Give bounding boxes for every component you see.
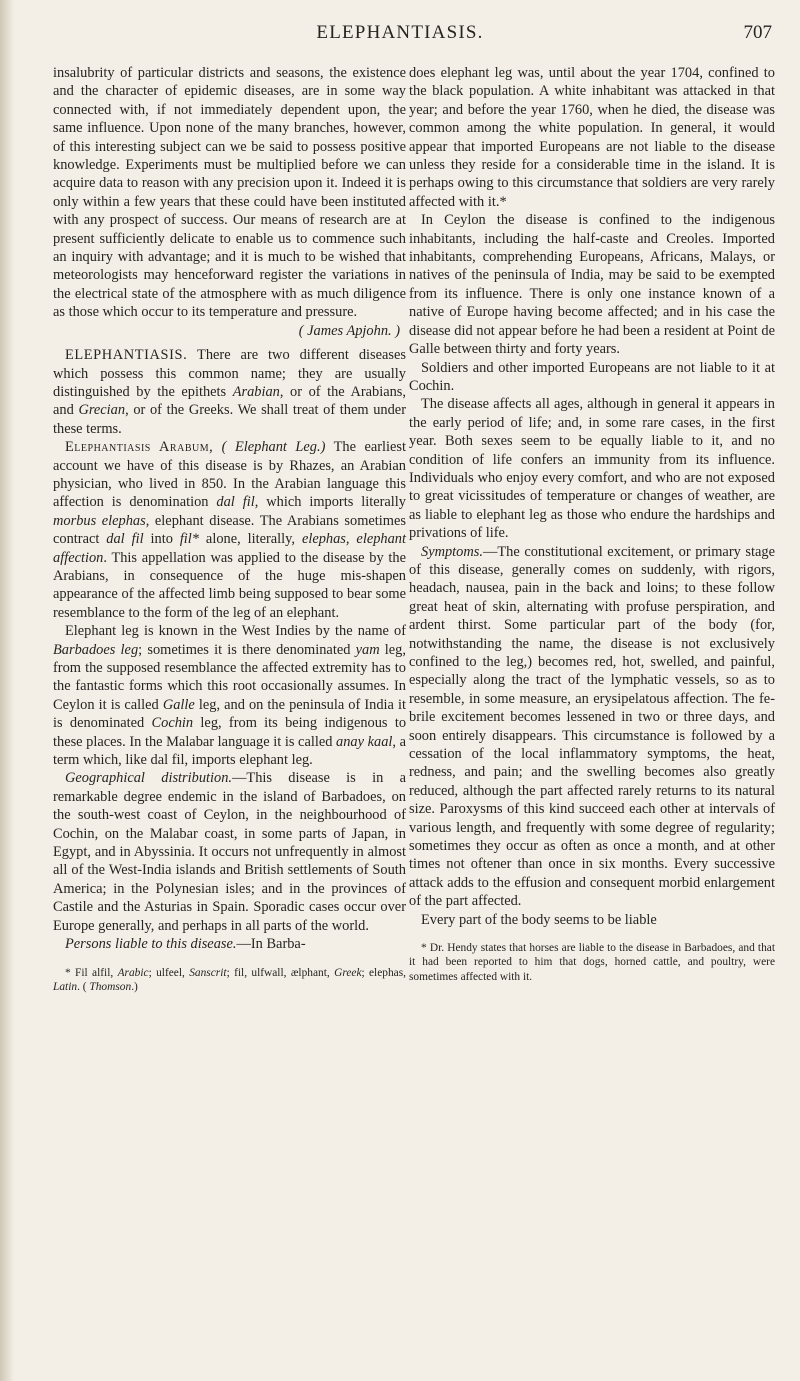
subsection-heading: Symptoms.	[421, 543, 483, 560]
paragraph-geographical-distribution: Geographical distribution.—This disease is in a remarkable degree endemic in the island of Barbadoes, on the south-west coast of Ceylon, in the neighbourhood of Cochin, on the Malabar coast, in some parts of Japan, in Egypt, and in Abyssinia. It occurs not unfrequently in almost all of the West-India islands and British settlements of South America; in the Polynesian isles; and in the provinces of Castile and the Asturias in Spain. Sporadic cases occur over Europe generally, and perhaps in all parts of the world.	[53, 770, 406, 934]
paragraph-elephant-leg-names: Elephant leg is known in the West Indies by the name of Barbadoes leg; sometimes it is there denominated yam leg, from the supposed resemblance the affected extremity has to the fantastic forms which this root occasionally assumes. In Ceylon it is called Galle leg, and on the peninsula of India it is denominated Cochin leg, from its being indigenous to these places. In the Malabar language it is called anay kaal, a term which, like dal fil, imports elephant leg.	[53, 623, 407, 769]
left-column	[53, 64, 406, 994]
paragraph-cochin: Soldiers and other imported Europeans are not liable to it at Cochin.	[409, 359, 775, 394]
page-gutter-shadow	[0, 0, 14, 1381]
subsection-heading: Persons liable to this disease.	[65, 936, 237, 953]
page-number: 707	[743, 22, 772, 43]
paragraph-ceylon: In Ceylon the disease is confined to the indigenous inhabitants, including the half-caste and Creoles. Imported inhabitants, comprehending Europeans, Africans, Malays, or natives of the peninsula of India, may be said to be exempted from its influence. There is only one instance known of a native of Europe having become affected; and in his case the disease did not appear before he had been a resident at Point de Galle between thirty and forty years.	[409, 212, 775, 358]
paragraph-ages: The disease affects all ages, although in general it appears in the early period of life; and, in some rare cases, in the first year. Both sexes seem to be equally liable to it, and no condition of life confers an immunity from its influence. Individuals who enjoy every comfort, and who are not exposed to great vicissitudes of temperature or changes of weather, are as liable to elephant leg as those who endure the hardships and privations of life.	[409, 396, 775, 542]
author-signature: ( James Apjohn. )	[298, 322, 400, 339]
running-head	[0, 22, 800, 52]
paragraph-elephantiasis-arabum: Elephantiasis Arabum, ( Elephant Leg.) The earliest account we have of this disease is by Rhazes, an Arabian physician, who lived in 850. In the Arabian language this affection is denomination dal fil, which imports literally morbus elephas, elephant disease. The Arabians sometimes contract dal fil into fil* alone, literally, elephas, elephant affection. This appellation was applied to the disease by the Arabians, in consequence of the huge mis-shapen appearance of the affected limb being supposed to bear some resemblance to the form of the leg of an elephant.	[53, 439, 406, 621]
right-column	[409, 64, 775, 984]
paragraph-persons-liable: Persons liable to this disease.—In Barba-	[65, 936, 306, 953]
paragraph-barbadoes-history: does elephant leg was, until about the year 1704, confined to the black population. A white inhabitant was attacked in that year; and before the year 1760, when he died, the disease was common among the white population. In general, it would appear that imported Europeans are not liable to the disease unless they reside for a considerable time in the island. It is perhaps owing to this circumstance that soldiers are very rarely affected with it.*	[409, 65, 775, 210]
section-heading: Elephantiasis Arabum,	[65, 439, 214, 456]
subsection-heading: Geographical distribution.	[65, 770, 233, 787]
paragraph-elephantiasis-intro: ELEPHANTIASIS. There are two different diseases which possess this common name; they are usually distinguished by the epithets Arabian, or of the Arabians, and Grecian, or of the Greeks. We shall treat of them under these terms.	[53, 347, 406, 437]
paragraph-body-parts: Every part of the body seems to be liable	[421, 911, 657, 928]
paragraph-symptoms: Symptoms.—The constitutional excitement, or primary stage of this disease, generally comes on suddenly, with rigors, headach, nausea, pain in the back and loins; to these follow great heat of skin, alternating with profuse perspiration, and ardent thirst. Some particular part of the body (for, notwithstanding the name, the disease is not exclusively confined to the leg,) becomes red, hot, swelled, and painful, especially along the tract of the lymphatic vessels, so as to resemble, in some measure, an erysipelatous affection. The febrile excitement becomes lessened in two or three days, and soon entirely disappears. This circumstance is followed by a cessation of the local inflammatory symptoms, the heat, redness, and pain; and the swelling becomes also greatly reduced, although the part affected rarely returns to its natural size. Paroxysms of this kind succeed each other at intervals of various length, and frequently with some degree of regularity; sometimes they occur as often as once a month, and at other times not oftener than once in six months. Every successive attack adds to the effusion and consequent morbid enlargement of the part affected.	[409, 543, 775, 910]
article-heading: ELEPHANTIASIS.	[65, 347, 188, 364]
paragraph-meteorology: insalubrity of particular districts and seasons, the existence and the character of epidemic diseases, are in some way connected with, if not immediately dependent upon, the same influence. Upon none of the many branches, however, of this interesting subject can we be said to possess positive knowledge. Experiments must be multiplied before we can acquire data to reason with any precision upon it. Indeed it is only within a few years that these could have been instituted with any prospect of success. Our means of research are at present sufficiently delicate to enable us to commence such an inquiry with advantage; and it is much to be wished that meteorologists may henceforward register the variations in the electrical state of the atmosphere with as much diligence as those which occur to its temperature and pressure.	[53, 65, 406, 321]
footnote-left: * Fil alfil, Arabic; ulfeel, Sanscrit; fil, ulfwall, ælphant, Greek; elephas, Latin. ( Thomson.)	[53, 966, 407, 993]
running-title: ELEPHANTIASIS.	[316, 22, 484, 43]
footnote-right: * Dr. Hendy states that horses are liable to the disease in Barbadoes, and that it had been reported to him that dogs, horned cattle, and poultry, were sometimes affected with it.	[409, 942, 775, 983]
